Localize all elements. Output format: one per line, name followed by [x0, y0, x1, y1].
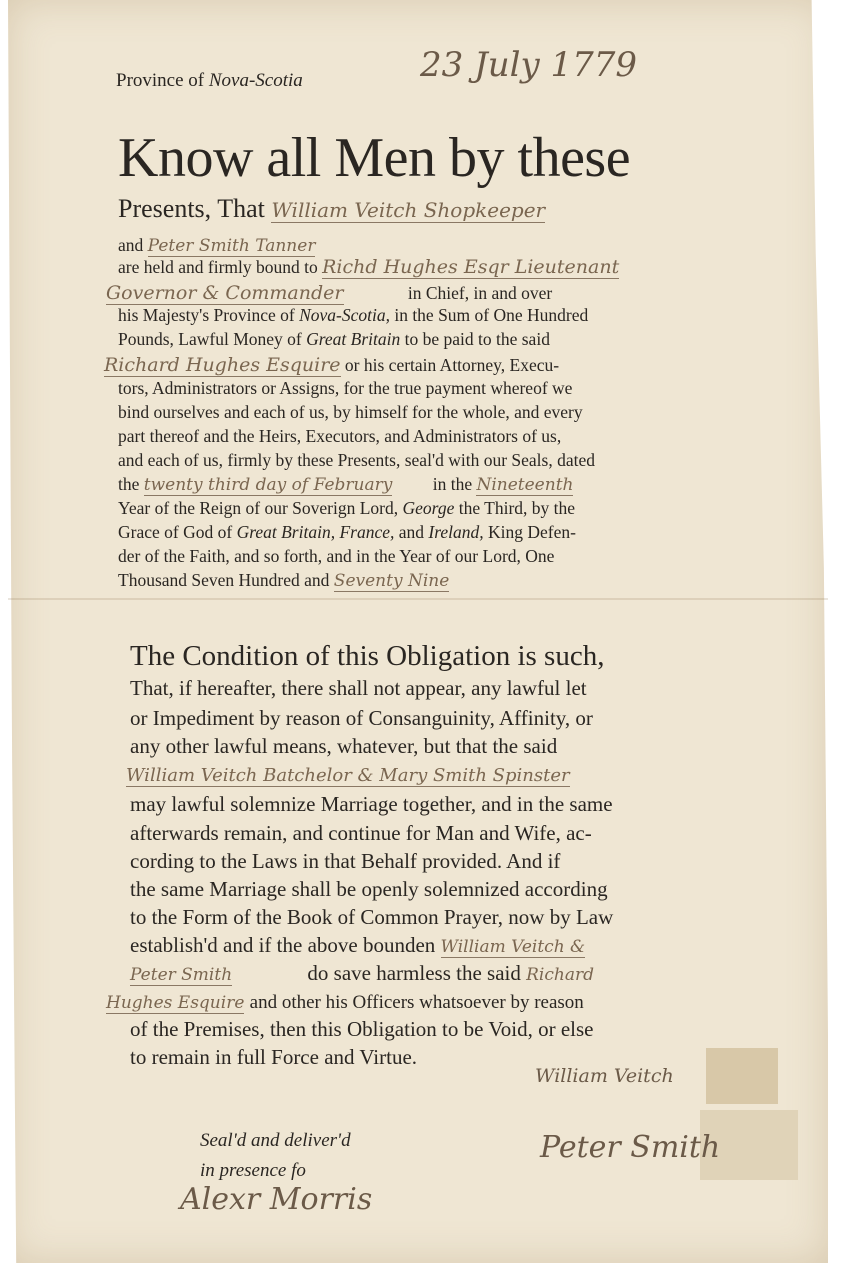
seal-tab-top: [706, 1048, 778, 1104]
bond-line-2: and Peter Smith Tanner: [118, 235, 316, 256]
condition-line-13: of the Premises, then this Obligation to be Void, or else: [130, 1017, 594, 1041]
bond-line-4: Governor & Commander in Chief, in and over: [106, 282, 553, 304]
condition-line-5: may lawful solemnize Marriage together, and in the same: [130, 792, 613, 816]
bond-line-7: Richard Hughes Esquire or his certain Attorney, Execu-: [104, 354, 560, 376]
signature-peter-smith: Peter Smith: [540, 1130, 721, 1165]
condition-line-1: That, if hereafter, there shall not appear, any lawful let: [130, 676, 587, 700]
bond-line-3: are held and firmly bound to Richd Hughes Esqr Lieutenant: [118, 256, 620, 278]
obligee-name-3: Hughes Esquire: [106, 993, 245, 1013]
bond-line-10: part thereof and the Heirs, Executors, and Administrators of us,: [118, 426, 562, 446]
couple-names: William Veitch Batchelor & Mary Smith Spinster: [126, 765, 570, 786]
condition-line-3: any other lawful means, whatever, but that the said: [130, 734, 558, 758]
province-header: [116, 70, 303, 92]
witness-line-2: in presence fo: [200, 1160, 306, 1181]
condition-line-4: [126, 762, 570, 787]
obligee-title: Governor & Commander: [106, 282, 344, 304]
bond-line-9: bind ourselves and each of us, by himself for the whole, and every: [118, 402, 583, 422]
condition-line-7: cording to the Laws in that Behalf provided. And if: [130, 849, 561, 873]
bond-line-13: Year of the Reign of our Soverign Lord, George the Third, by the: [118, 498, 576, 518]
bond-line-16: Thousand Seven Hundred and Seventy Nine: [118, 570, 450, 591]
condition-line-11: Peter Smith do save harmless the said Richard: [130, 961, 594, 985]
province-name: Nova-Scotia: [208, 70, 303, 91]
year-written: Seventy Nine: [333, 571, 450, 591]
condition-line-14: to remain in full Force and Virtue.: [130, 1045, 418, 1069]
obligor-name: William Veitch Shopkeeper: [271, 198, 546, 222]
witness-line-1: Seal'd and deliver'd: [200, 1130, 351, 1151]
bond-line-6: Pounds, Lawful Money of Great Britain to be paid to the said: [118, 329, 550, 349]
witness-signature: Alexr Morris: [180, 1182, 373, 1217]
bond-line-15: der of the Faith, and so forth, and in the Year of our Lord, One: [118, 546, 555, 566]
document-title: Know all Men by these: [118, 127, 631, 189]
signature-william-veitch: William Veitch: [535, 1065, 674, 1087]
bond-line-1: Presents, That William Veitch Shopkeeper: [118, 194, 546, 223]
document-paper: [8, 0, 828, 1263]
bounden-names-2: Peter Smith: [130, 965, 233, 985]
province-label: Province of: [116, 70, 205, 91]
condition-heading: The Condition of this Obligation is such,: [130, 640, 605, 672]
fold-line: [8, 598, 828, 600]
date-note: 23 July 1779: [420, 45, 638, 85]
bond-line-5: his Majesty's Province of Nova-Scotia, in the Sum of One Hundred: [118, 305, 589, 325]
bond-line-8: tors, Administrators or Assigns, for the true payment whereof we: [118, 378, 573, 398]
witness-block: [200, 1126, 351, 1186]
surety-name: Peter Smith Tanner: [147, 236, 316, 256]
obligee-name-2: Richard Hughes Esquire: [104, 354, 341, 376]
condition-line-12: Hughes Esquire and other his Officers whatsoever by reason: [106, 992, 584, 1013]
regnal-year: Nineteenth: [476, 475, 574, 495]
bond-line-14: Grace of God of Great Britain, France, and Ireland, King Defen-: [118, 522, 576, 542]
bounden-names: William Veitch &: [440, 937, 586, 957]
bond-date: twenty third day of February: [143, 475, 393, 495]
condition-line-8: the same Marriage shall be openly solemnized according: [130, 877, 608, 901]
condition-line-9: to the Form of the Book of Common Prayer, now by Law: [130, 905, 614, 929]
bond-line-11: and each of us, firmly by these Presents, seal'd with our Seals, dated: [118, 450, 595, 470]
obligee-name: Richd Hughes Esqr Lieutenant: [322, 256, 620, 278]
condition-line-6: afterwards remain, and continue for Man and Wife, ac-: [130, 821, 592, 845]
bond-line-12: the twenty third day of February in the Nineteenth: [118, 474, 574, 495]
condition-line-2: or Impediment by reason of Consanguinity, Affinity, or: [130, 706, 593, 730]
condition-line-10: establish'd and if the above bounden William Veitch &: [130, 933, 586, 957]
